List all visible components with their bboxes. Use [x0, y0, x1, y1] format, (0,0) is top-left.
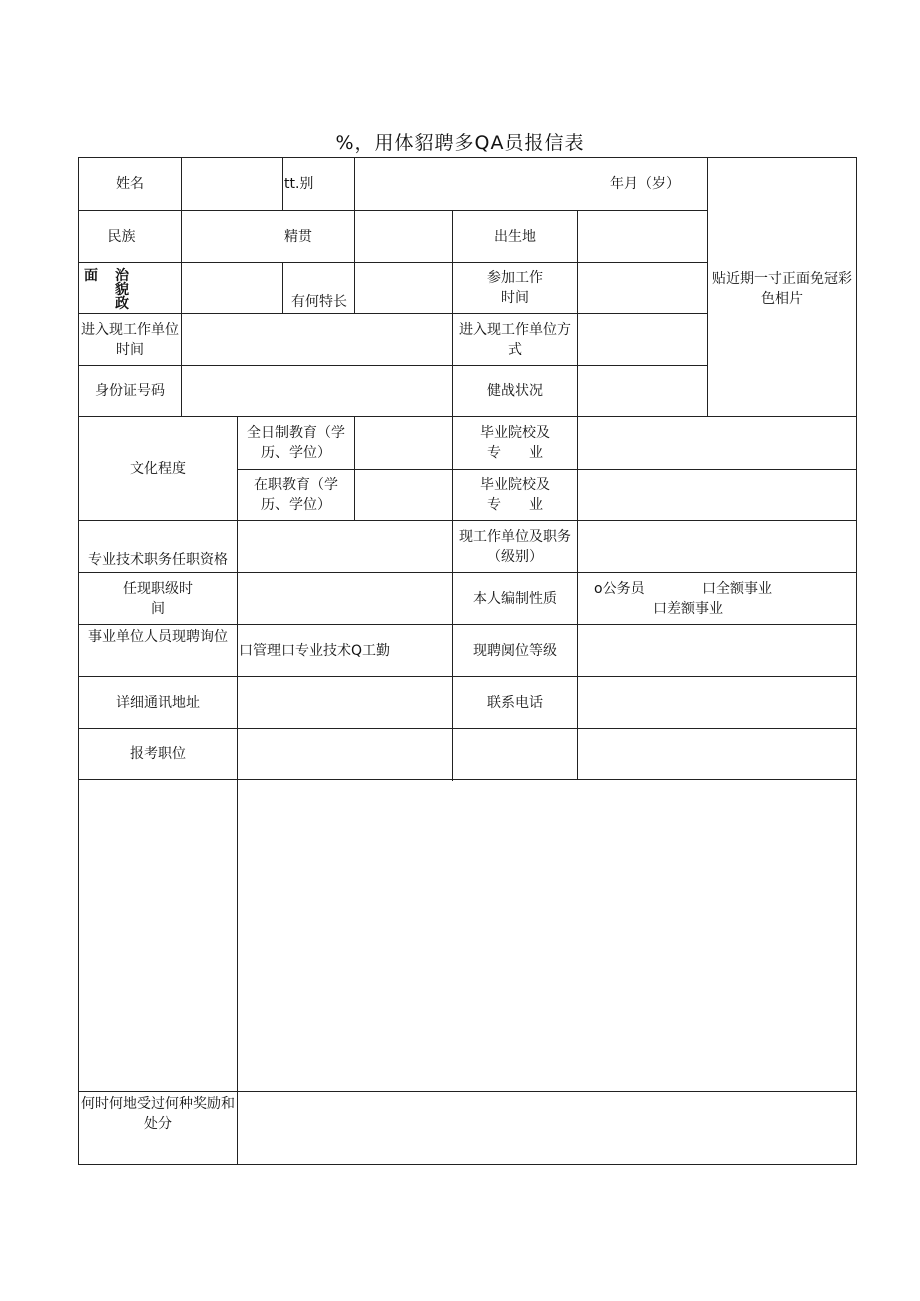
staffing-label: 本人编制性质 — [473, 590, 557, 607]
staffing-option-partial-funded[interactable]: 口差额事业 — [653, 601, 723, 617]
ethnicity-label: 民族 — [107, 228, 136, 245]
name-label: 姓名 — [116, 176, 144, 192]
gender-label: tt.别 — [284, 176, 314, 192]
health-label: 健战状况 — [487, 383, 543, 399]
id-number-label: 身份证号码 — [95, 383, 165, 399]
join-unit-time-label: 进入现工作单位时间 — [81, 321, 179, 358]
rank-time-label: 任现职级时间 — [123, 580, 193, 617]
fulltime-school-label: 毕业院校及专 业 — [480, 425, 550, 461]
apply-position-label: 报考职位 — [130, 746, 186, 762]
photo-label: 贴近期一寸正面免冠彩色相片 — [712, 271, 852, 307]
join-unit-way-label: 进入现工作单位方式 — [459, 321, 571, 358]
post-type-options[interactable]: 口管理口专业技术Q工勤 — [239, 642, 391, 659]
page-title: %，用体貂聘多QA员报信表 — [335, 132, 585, 154]
phone-label: 联系电话 — [487, 694, 543, 711]
post-type-label: 事业单位人员现聘询位 — [88, 629, 228, 645]
staffing-option-civil-servant[interactable]: o公务员 — [594, 581, 645, 597]
education-label: 文化程度 — [130, 460, 186, 477]
parttime-school-label: 毕业院校及专 业 — [480, 477, 550, 513]
birthplace-label: 出生地 — [494, 228, 536, 245]
native-place-label: 精贯 — [284, 228, 312, 245]
awards-label: 何时何地受过何种奖励和处分 — [81, 1096, 235, 1132]
prof-title-label: 专业技术职务任职资格 — [88, 552, 228, 568]
post-level-label: 现聘阒位等级 — [473, 642, 557, 659]
form-table: 姓名 tt.别 年月（岁） 贴近期一寸正面免冠彩色相片 民族 精贯 出生地 面 治 貌 政 有何特长 参加工作时间 进入现工作单位时间 进入现工作单位方式 身份证号码 健战状况 文化程度 全日制教育（学历、学位） 毕业院校及专 业 在职教育（学历、学位） 毕业院校及专 业 专业技术职务任职资格 现工作单位及职务（级别） 任现职级时间 本人编制性质 o公务员 口全额事业 口差额事业 事业单位人员现聘询位 口管理口专业技术Q工勤 现聘阒位等级 详细通讯地址 联系电话 报考职位 何时何地受过何种奖励和处分 — [0, 0, 920, 1301]
address-label: 详细通讯地址 — [116, 694, 200, 711]
birth-label: 年月（岁） — [610, 176, 680, 192]
fulltime-edu-label: 全日制教育（学历、学位） — [247, 425, 345, 461]
work-start-label: 参加工作时间 — [487, 270, 543, 306]
staffing-option-full-funded[interactable]: 口全额事业 — [702, 581, 772, 597]
specialty-label: 有何特长 — [291, 294, 347, 310]
photo-area — [708, 265, 856, 313]
current-unit-label: 现工作单位及职务（级别） — [459, 528, 571, 565]
parttime-edu-label: 在职教育（学历、学位） — [254, 477, 338, 513]
